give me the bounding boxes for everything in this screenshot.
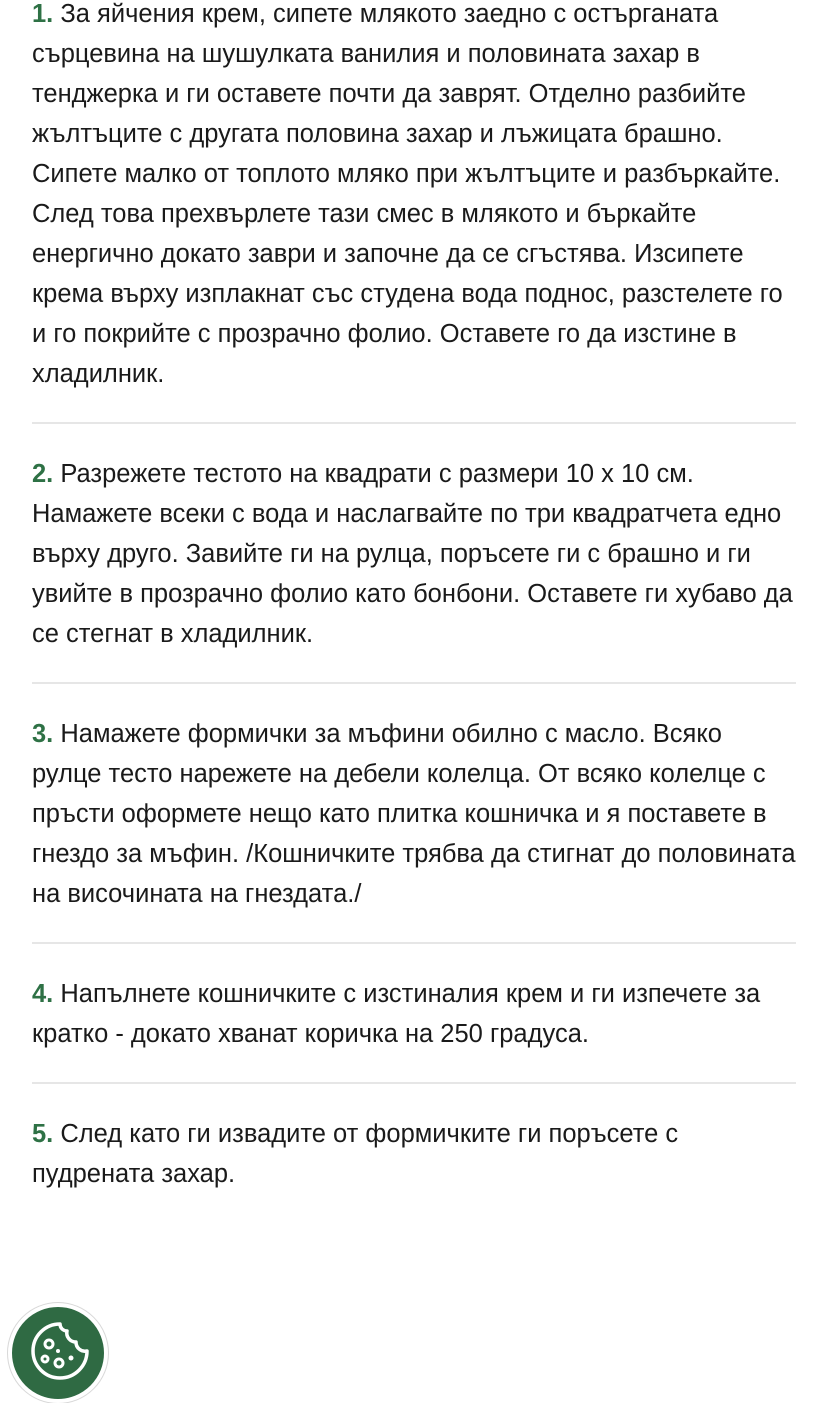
step-3 [32,714,796,944]
step-text [32,714,796,914]
step-5 [32,1114,796,1222]
step-number: 4. [32,980,54,1008]
step-number: 1. [32,0,54,28]
step-text [32,1114,796,1194]
step-1 [32,0,796,424]
step-text [32,454,796,654]
recipe-steps [32,0,796,1252]
cookie-icon [29,1320,91,1382]
step-description: Разрежете тестото на квадрати с размери 10 х 10 см. Намажете всеки с вода и наслагвайте по три квадратчета едно върху друго. Завийте ги на рулца, поръсете ги с брашно и ги увийте в прозрачно фолио като бонбони. Оставете ги хубаво да се стегнат в хладилник. [32,460,793,648]
step-description: След като ги извадите от формичките ги поръсете с пудрената захар. [32,1120,679,1188]
step-number: 3. [32,720,54,748]
cookie-settings-button[interactable] [8,1303,108,1403]
step-number: 2. [32,460,54,488]
step-text [32,974,796,1054]
step-number: 5. [32,1120,54,1148]
step-4 [32,974,796,1084]
step-description: Напълнете кошничките с изстиналия крем и ги изпечете за кратко - докато хванат коричка на 250 градуса. [32,980,761,1048]
step-2 [32,454,796,684]
step-description: Намажете формички за мъфини обилно с масло. Всяко рулце тесто нарежете на дебели колелца. От всяко колелце с пръсти оформете нещо като плитка кошничка и я поставете в гнездо за мъфин. /Кошничките трябва да стигнат до половината на височината на гнездата./ [32,720,796,908]
step-description: За яйчения крем, сипете млякото заедно с остърганата сърцевина на шушулката ванилия и половината захар в тенджерка и ги оставете почти да заврят. Отделно разбийте жълтъците с другата половина захар и лъжицата брашно. Сипете малко от топлото мляко при жълтъците и разбъркайте. След това прехвърлете тази смес в млякото и бъркайте енергично докато заври и започне да се сгъстява. Изсипете крема върху изплакнат със студена вода поднос, разстелете го и го покрийте с прозрачно фолио. Оставете го да изстине в хладилник. [32,0,783,388]
step-text [32,0,796,394]
